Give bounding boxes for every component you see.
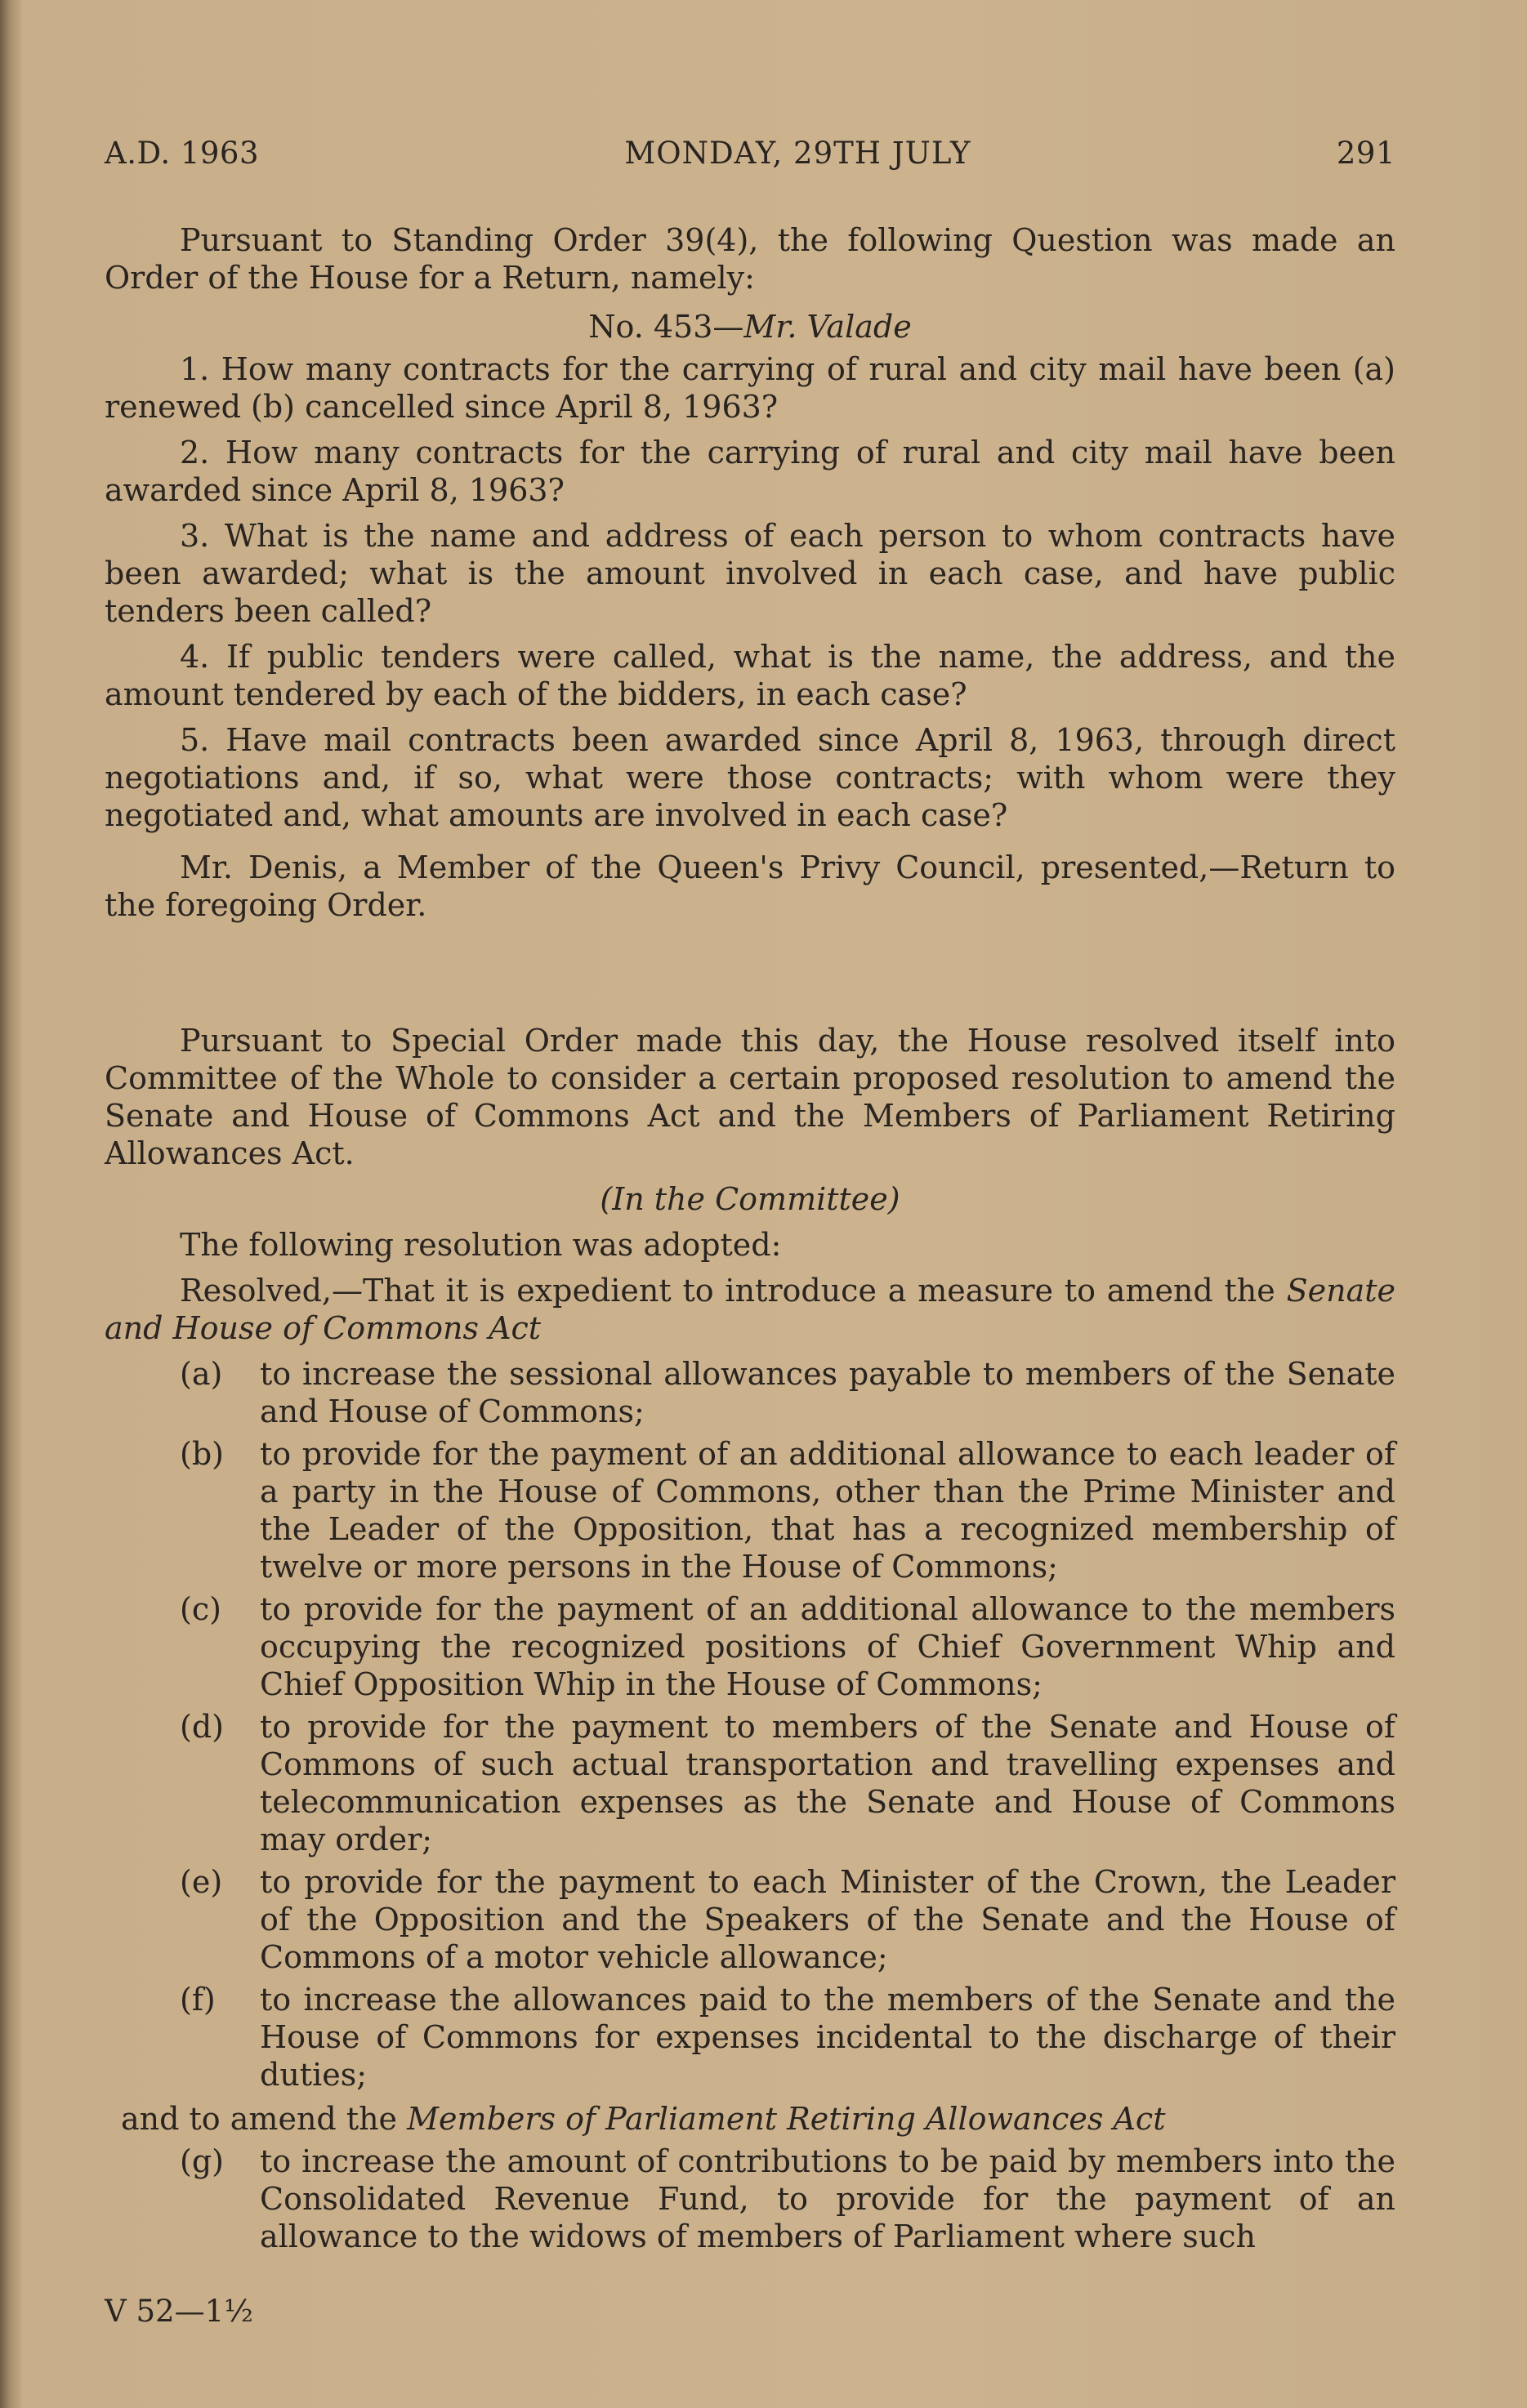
item-text: to provide for the payment to each Minister of the Crown, the Leader of the Opposition and the Speakers of the Senate and the House of Commons of a motor vehicle allowance; [260,1864,1395,1975]
item-label: (e) [180,1864,223,1900]
resolution-item-f [105,1981,1395,2094]
resolution-item-a [105,1355,1395,1430]
in-committee-text: (In the Committee) [600,1181,900,1217]
question-2: 2. How many contracts for the carrying of rural and city mail have been awarded since April 8, 1963? [105,435,1395,508]
section-gap [105,932,1395,1022]
item-text: to provide for the payment to members of the Senate and House of Commons of such actual transportation and travelling expenses and telecommunication expenses as the Senate and House of Commons may order; [260,1709,1395,1857]
question-1: 1. How many contracts for the carrying of rural and city mail have been (a) renewed (b) cancelled since April 8, 1963? [105,351,1395,425]
header-date: MONDAY, 29TH JULY [624,136,971,171]
resolution-item-c [105,1590,1395,1703]
question-member: Mr. Valade [743,309,912,345]
amend-act-name: Members of Parliament Retiring Allowances Act [407,2101,1166,2137]
item-text: to increase the sessional allowances payable to members of the Senate and House of Commons; [260,1356,1395,1429]
resolved-paragraph [105,1272,1395,1347]
item-label: (f) [180,1982,216,2018]
question-number: No. 453— [588,309,744,345]
item-label: (b) [180,1436,224,1472]
page-number: 291 [1336,136,1395,171]
return-paragraph: Mr. Denis, a Member of the Queen's Privy Council, presented,—Return to the foregoing Order. [105,849,1395,923]
in-committee-heading [105,1180,1395,1218]
resolved-prefix: Resolved,—That it is expedient to introduce a measure to amend the [180,1273,1287,1309]
item-label: (c) [180,1591,221,1627]
item-label: (g) [180,2143,224,2179]
resolution-item-g [105,2143,1395,2255]
header-year: A.D. 1963 [105,136,260,171]
committee-paragraph: Pursuant to Special Order made this day, the House resolved itself into Committee of the Whole to consider a certain proposed resolution to amend the Senate and House of Commons Act and the Members of Parliament Retiring Allowances Act. [105,1023,1395,1171]
amend-line [105,2100,1395,2138]
question-3: 3. What is the name and address of each person to whom contracts have been awarded; what is the amount involved in each case, and have public tenders been called? [105,518,1395,629]
resolution-item-e [105,1863,1395,1976]
page-footer: V 52—1½ [105,2294,253,2329]
question-5: 5. Have mail contracts been awarded since April 8, 1963, through direct negotiations and, if so, what were those contracts; with whom were they negotiated and, what amounts are involved in each case? [105,722,1395,833]
page-header [105,135,1395,172]
question-heading [105,308,1395,346]
resolved-act-name: Senate and House of Commons Act [105,1273,1395,1346]
item-text: to provide for the payment of an additional allowance to each leader of a party in the House of Commons, other than the Prime Minister and the Leader of the Opposition, that has a recognized membership of twelve or more persons in the House of Commons; [260,1436,1395,1585]
amend-prefix: and to amend the [121,2101,408,2137]
item-text: to increase the allowances paid to the members of the Senate and the House of Commons for expenses incidental to the discharge of their duties; [260,1982,1395,2093]
resolution-item-d [105,1708,1395,1858]
item-label: (a) [180,1356,223,1392]
item-text: to increase the amount of contributions to be paid by members into the Consolidated Revenue Fund, to provide for the payment of an allowance to the widows of members of Parliament where such [260,2143,1395,2254]
question-4: 4. If public tenders were called, what is the name, the address, and the amount tendered by each of the bidders, in each case? [105,639,1395,712]
document-body [105,135,1395,2330]
item-text: to provide for the payment of an additional allowance to the members occupying the recognized positions of Chief Government Whip and Chief Opposition Whip in the House of Commons; [260,1591,1395,1702]
resolution-item-b [105,1435,1395,1585]
item-label: (d) [180,1709,224,1745]
adopted-line: The following resolution was adopted: [180,1227,782,1263]
intro-paragraph: Pursuant to Standing Order 39(4), the following Question was made an Order of the House for a Return, namely: [105,222,1395,296]
